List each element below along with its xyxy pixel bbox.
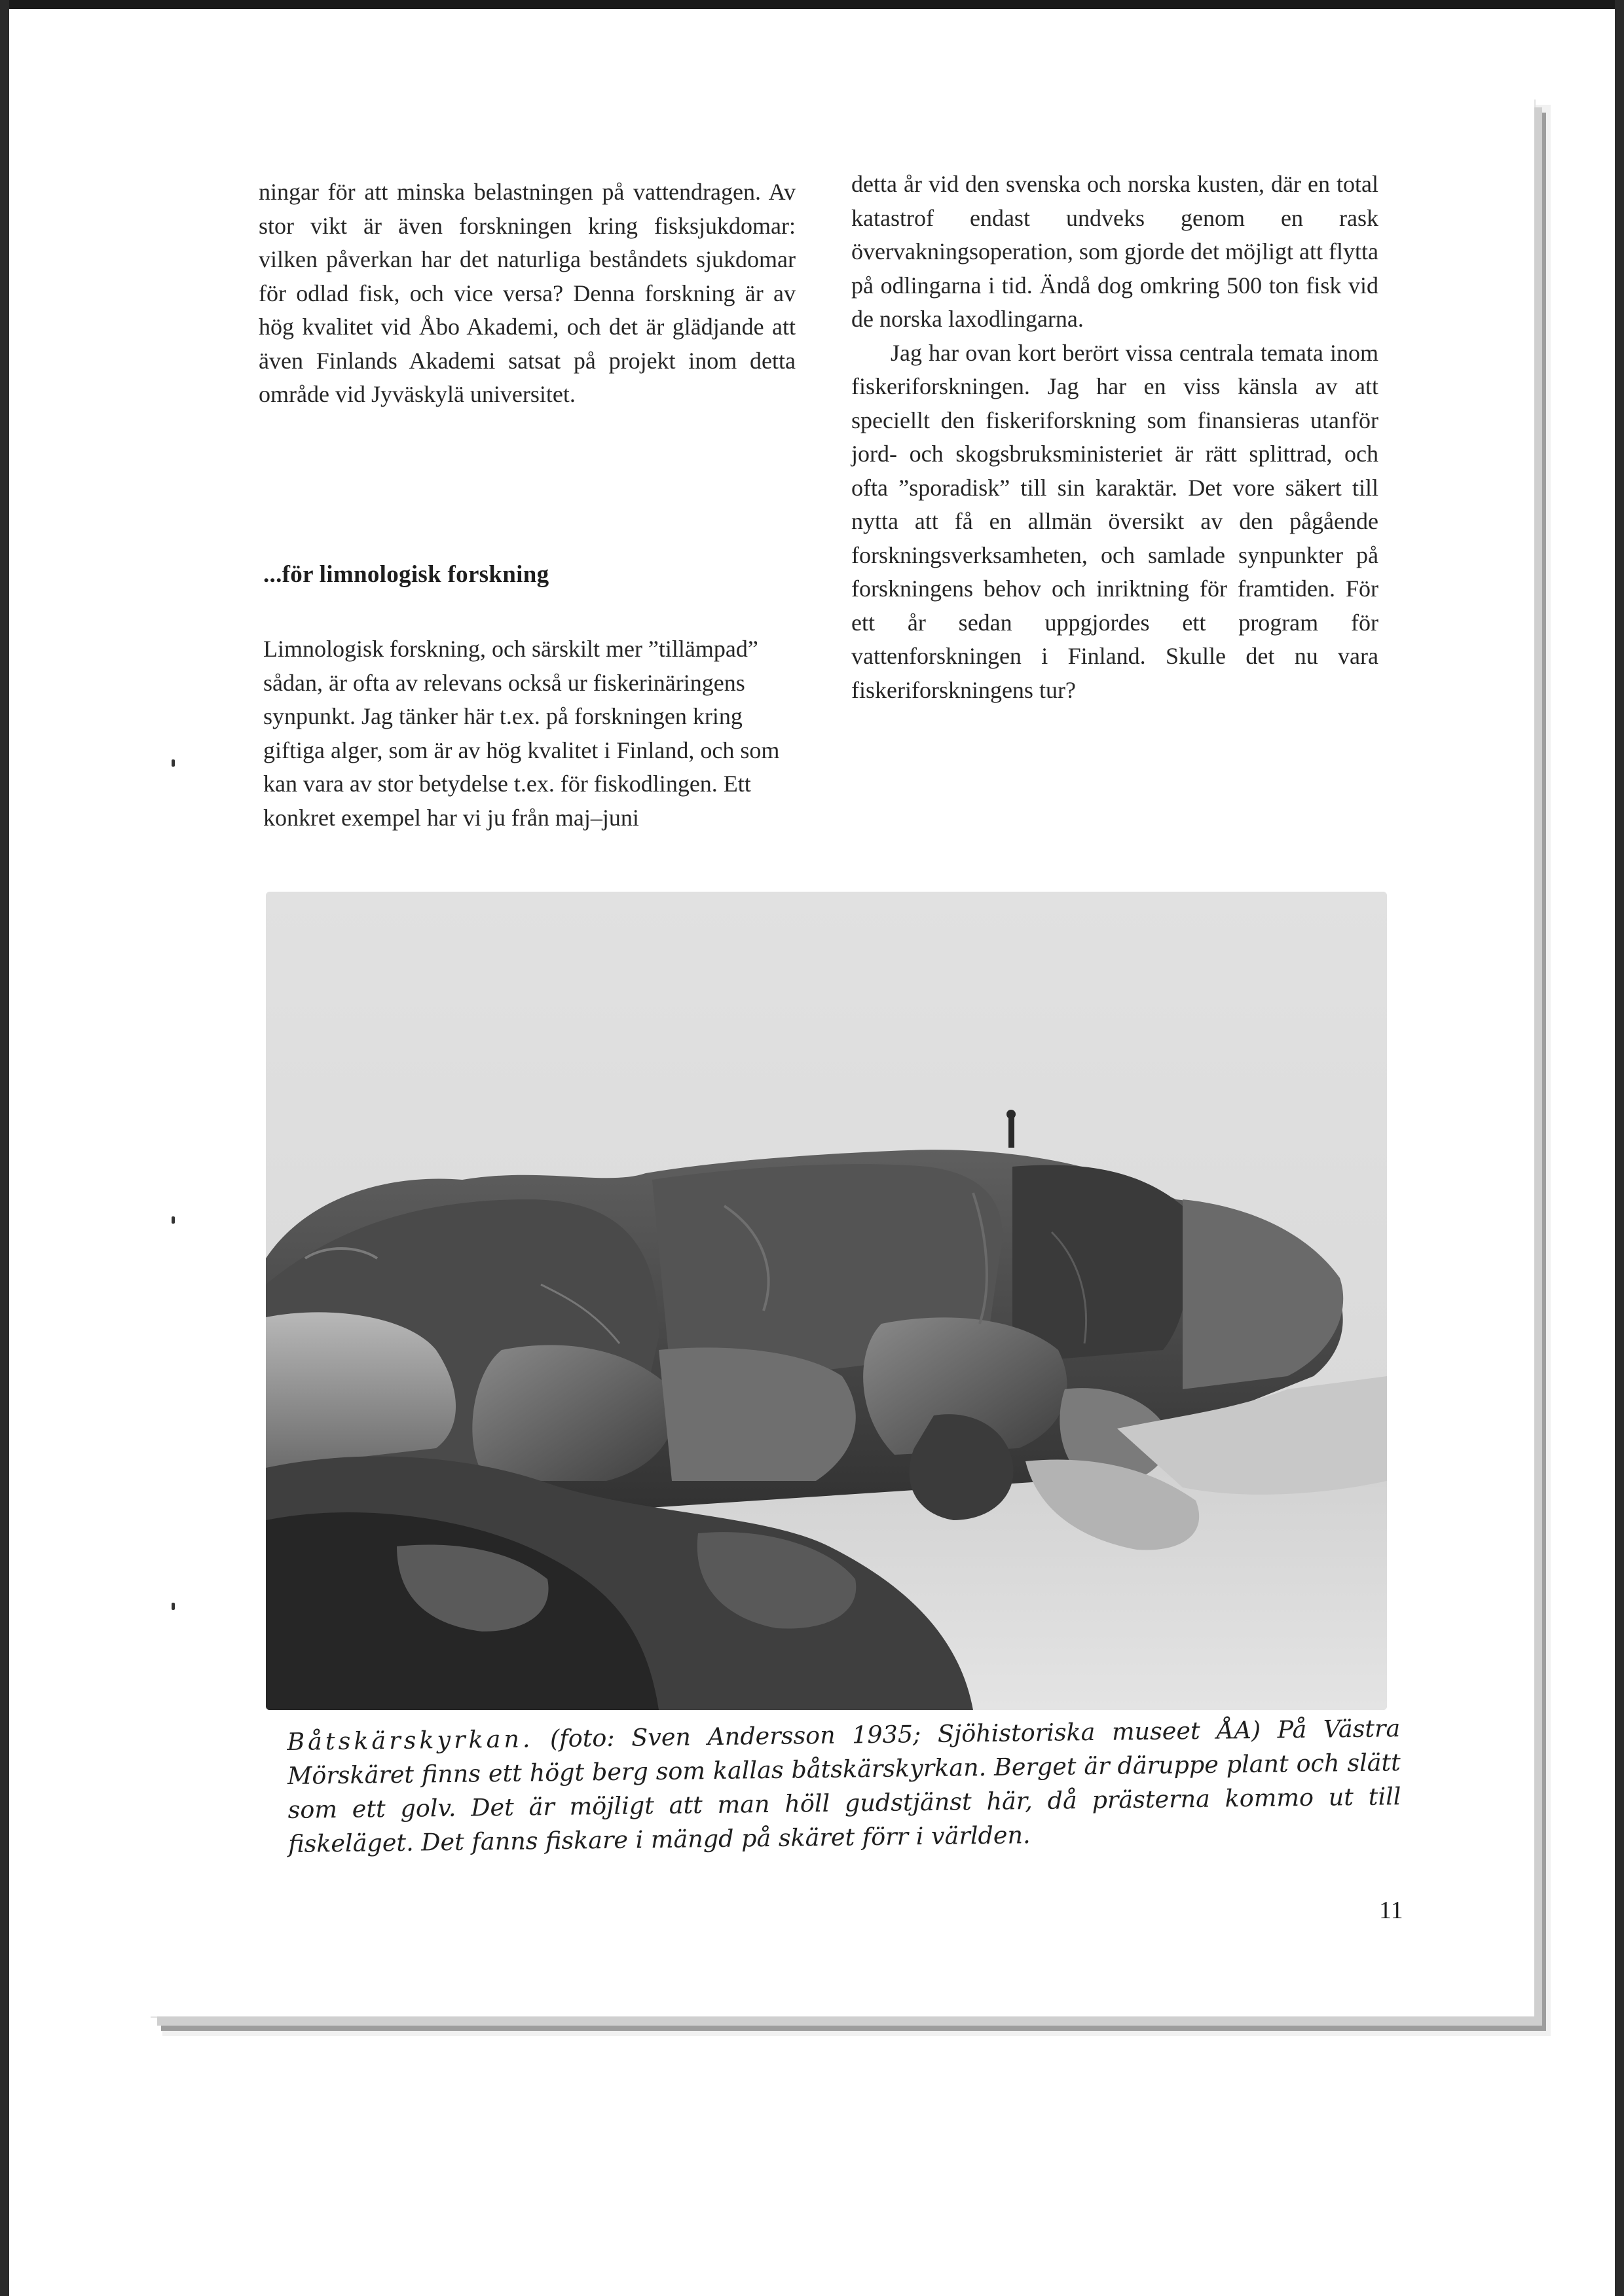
left-column-intro [259, 175, 796, 412]
binding-mark [172, 759, 175, 767]
section-heading: ...för limnologisk forskning [263, 561, 549, 588]
photo-caption [287, 1711, 1401, 1861]
paragraph: Jag har ovan kort berört vissa centrala temata inom fiskeriforskningen. Jag har en viss känsla av att speciellt den fiskeriforskning som finansieras utanför jord- och skogsbruksministeriet är rätt splittrad, och ofta ”sporadisk” till sin karaktär. Det vore säkert till nytta att få en allmän översikt av den pågående forskningsverksamheten, och samlade synpunkter på forskningens behov och inriktning för framtiden. För ett år sedan uppgjordes ett program för vattenforskningen i Finland. Skulle det nu vara fiskeriforskningens tur? [851, 339, 1378, 703]
scan-border-right [1615, 0, 1624, 2296]
binding-mark [172, 1603, 175, 1610]
paragraph: Limnologisk forskning, och särskilt mer ”tillämpad” sådan, är ofta av relevans också ur fiskerinäringens synpunkt. Jag tänker här t.ex. på forskningen kring giftiga alger, som är av hög kvalitet i Finland, och som kan vara av stor betydelse t.ex. för fiskodlingen. Ett konkret exempel har vi ju från maj–juni [263, 636, 780, 831]
page-bottom-edge [183, 2020, 1467, 2024]
page-number: 11 [1379, 1897, 1403, 1924]
paragraph: ningar för att minska belastningen på vattendragen. Av stor vikt är även forskningen kring fisksjukdomar: vilken påverkan har det naturliga beståndets sjukdomar för odlad fisk, och vice versa? Denna forskning är av hög kvalitet vid Åbo Akademi, och det är glädjande att även Finlands Akademi satsat på projekt inom detta område vid Jyväskylä universitet. [259, 179, 796, 407]
paragraph: detta år vid den svenska och norska kusten, där en total katastrof endast undveks genom en rask övervakningsoperation, som gjorde det möjligt att flytta på odlingarna i tid. Ändå dog omkring 500 ton fisk vid de norska laxodlingarna. [851, 171, 1378, 332]
right-column [851, 168, 1378, 707]
caption-title: Båtskärskyrkan. [287, 1724, 534, 1756]
binding-mark [172, 1216, 175, 1224]
scan-border-left [0, 0, 9, 2296]
caption-text: (foto: Sven Andersson 1935; Sjöhistoriska museet ÅA) På Västra Mörskäret finns ett högt berg som kallas båtskärskyrkan. Berget är däruppe plant och slätt som ett golv. Det är möjligt att man höll gudstjänst här, då prästerna kommo ut till fiskeläget. Det fanns fiskare i mängd på skäret förr i världen. [287, 1714, 1401, 1858]
left-column-section [263, 609, 792, 858]
rocky-shore-photo [266, 892, 1387, 1710]
page-bottom-edge-shadow [216, 2028, 1467, 2030]
scan-border-top [0, 0, 1624, 9]
